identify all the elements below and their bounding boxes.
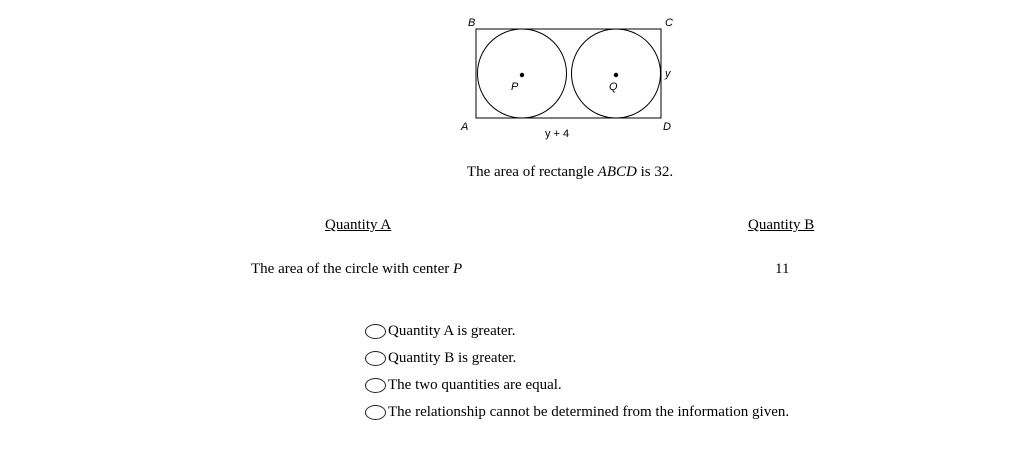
answer-choice-d[interactable] xyxy=(365,399,789,426)
geometry-figure xyxy=(455,15,685,145)
center-p-label: P xyxy=(511,81,519,93)
answer-choices xyxy=(365,318,789,426)
vertex-c-label: C xyxy=(665,17,673,29)
quantity-a-value xyxy=(251,261,462,278)
answer-choice-label: The two quantities are equal. xyxy=(388,377,562,393)
radio-button-icon[interactable] xyxy=(365,378,386,393)
radio-button-icon[interactable] xyxy=(365,351,386,366)
quantity-a-text: The area of the circle with center xyxy=(251,261,453,277)
problem-caption xyxy=(0,164,1024,181)
radio-button-icon[interactable] xyxy=(365,405,386,420)
bottom-length-label: y + 4 xyxy=(545,128,570,140)
rectangle-abcd xyxy=(476,29,661,118)
center-q-label: Q xyxy=(609,81,618,93)
answer-choice-b[interactable] xyxy=(365,345,789,372)
answer-choice-label: Quantity B is greater. xyxy=(388,350,517,366)
vertex-a-label: A xyxy=(461,121,469,133)
radio-button-icon[interactable] xyxy=(365,324,386,339)
caption-text-start: The area of rectangle xyxy=(466,164,598,180)
side-y-label: y xyxy=(665,68,671,80)
vertex-d-label: D xyxy=(663,121,671,133)
center-point-q xyxy=(614,73,618,77)
quantity-a-center-name: P xyxy=(452,261,463,277)
caption-rectangle-name: ABCD xyxy=(597,164,637,180)
vertex-b-label: B xyxy=(468,17,476,29)
answer-choice-label: Quantity A is greater. xyxy=(388,323,516,339)
quantity-b-header: Quantity B xyxy=(748,217,815,233)
quantity-b-value: 11 xyxy=(775,261,790,277)
center-point-p xyxy=(520,73,524,77)
quantity-a-header: Quantity A xyxy=(325,217,392,233)
answer-choice-label: The relationship cannot be determined from the information given. xyxy=(388,404,790,420)
caption-text-end: is 32. xyxy=(636,164,674,180)
answer-choice-c[interactable] xyxy=(365,372,789,399)
answer-choice-a[interactable] xyxy=(365,318,789,345)
